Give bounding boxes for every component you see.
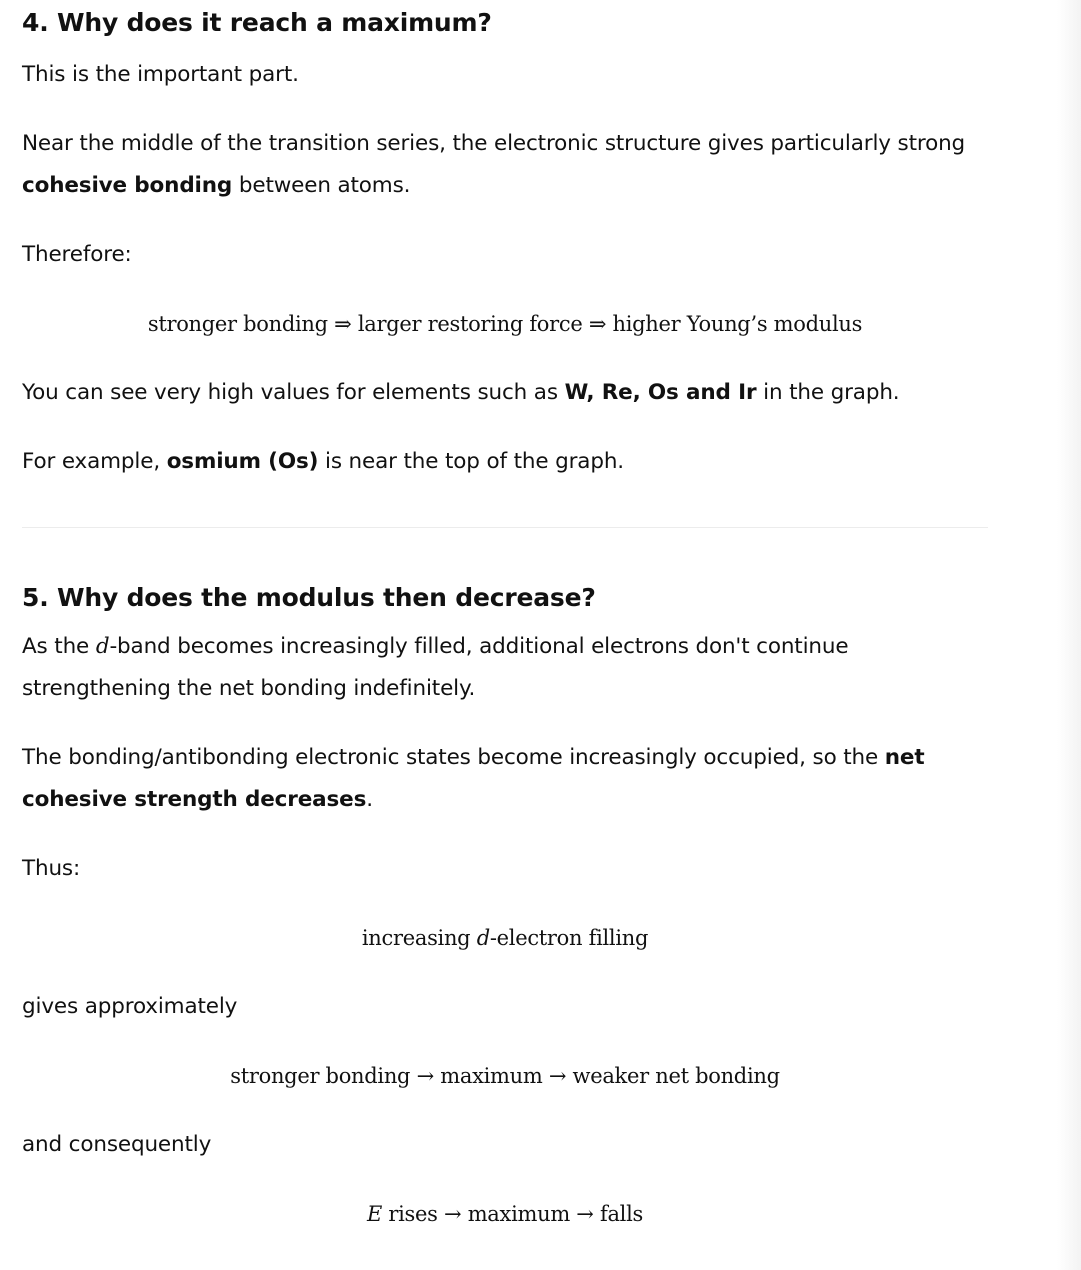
bold-text: W, Re, Os and Ir bbox=[564, 380, 757, 405]
section-4-heading: 4. Why does it reach a maximum? bbox=[22, 8, 492, 37]
math-bonding-chain: stronger bonding ⇒ larger restoring force ⇒ higher Young’s modulus bbox=[147, 312, 863, 336]
bold-text: net cohesive strength decreases bbox=[22, 745, 925, 812]
math-bonding-trend: stronger bonding → maximum → weaker net bonding bbox=[230, 1064, 780, 1088]
text-span: between atoms. bbox=[232, 173, 411, 198]
text-span: rises → maximum → falls bbox=[382, 1202, 643, 1226]
section-4-paragraph-3 bbox=[22, 441, 988, 483]
math-modulus-trend bbox=[22, 1193, 988, 1235]
text-span: is near the top of the graph. bbox=[318, 449, 624, 474]
section-5-heading: 5. Why does the modulus then decrease? bbox=[22, 583, 596, 612]
math-filling bbox=[22, 917, 988, 959]
bold-text: osmium (Os) bbox=[166, 449, 319, 474]
text-span: in the graph. bbox=[756, 380, 900, 405]
text-span: -band becomes increasingly filled, additional electrons don't continue strengthening the net bonding indefinitely. bbox=[22, 634, 849, 701]
gives-approximately-label: gives approximately bbox=[22, 994, 238, 1019]
bold-text: cohesive bonding bbox=[22, 173, 233, 198]
text-span: The bonding/antibonding electronic states become increasingly occupied, so the bbox=[22, 745, 885, 770]
text-span: Near the middle of the transition series, the electronic structure gives particularly strong bbox=[22, 131, 966, 156]
text-span: . bbox=[366, 787, 373, 812]
text-span: increasing bbox=[361, 926, 477, 950]
math-variable: E bbox=[367, 1202, 383, 1226]
math-variable: d bbox=[476, 926, 490, 950]
scroll-edge-shade bbox=[1057, 0, 1081, 1270]
text-span: As the bbox=[22, 634, 96, 659]
consequently-label: and consequently bbox=[22, 1132, 212, 1157]
section-4-intro: This is the important part. bbox=[22, 62, 299, 87]
text-span: For example, bbox=[22, 449, 167, 474]
section-5-paragraph-1 bbox=[22, 626, 988, 710]
section-5-paragraph-2 bbox=[22, 737, 988, 821]
section-4-paragraph-1 bbox=[22, 123, 988, 207]
math-variable: d bbox=[95, 634, 110, 659]
document-content bbox=[22, 0, 988, 1235]
therefore-label: Therefore: bbox=[22, 242, 132, 267]
text-span: -electron filling bbox=[489, 926, 649, 950]
section-4-paragraph-2 bbox=[22, 372, 988, 414]
thus-label: Thus: bbox=[22, 856, 81, 881]
text-span: You can see very high values for elements such as bbox=[22, 380, 565, 405]
